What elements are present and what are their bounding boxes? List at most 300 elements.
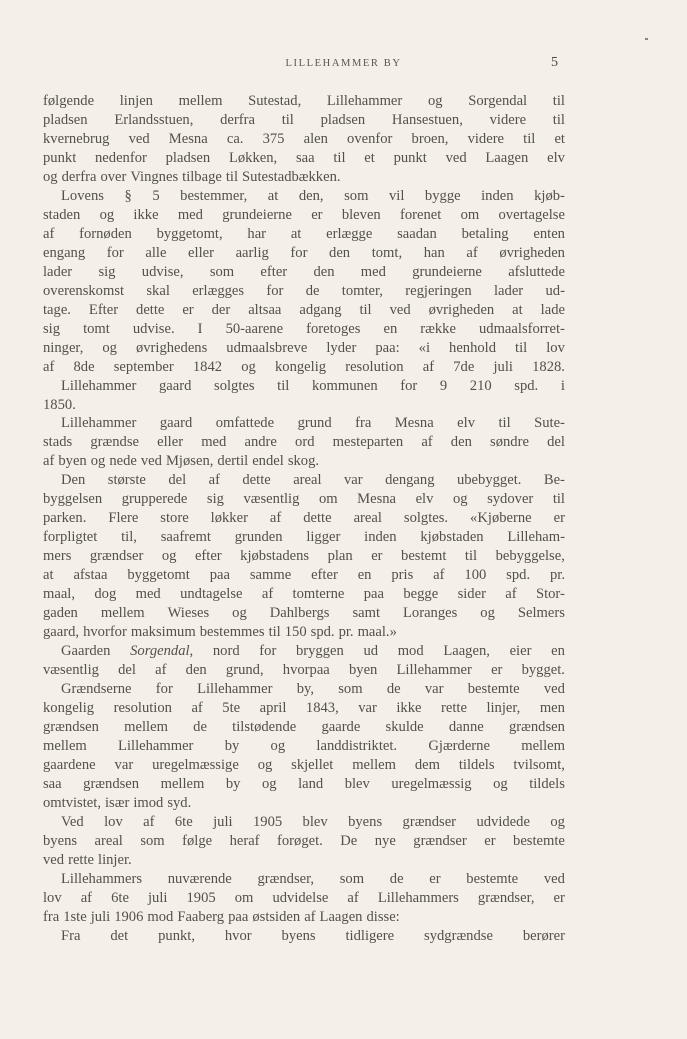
word: byggetomt — [127, 567, 190, 584]
word: gaden — [43, 605, 78, 622]
word: tilstødende — [232, 718, 297, 735]
word: samt — [352, 605, 381, 622]
word: og — [257, 756, 273, 773]
word: Mesna — [394, 415, 434, 432]
word: tomter, — [341, 282, 383, 299]
word: mod — [397, 643, 424, 660]
word: Stor- — [535, 586, 565, 603]
word: udvise, — [141, 263, 184, 280]
word: ligger — [306, 529, 341, 546]
word: linjen — [119, 93, 153, 109]
word: Sorgendal — [468, 93, 528, 109]
word: 1843, — [305, 700, 339, 716]
word: Sute- — [534, 415, 565, 432]
word: tomt — [83, 320, 110, 337]
word: rette — [68, 851, 95, 868]
text-line — [43, 604, 565, 623]
word: grændser, — [477, 889, 535, 906]
word: blev — [302, 813, 328, 830]
text-line — [43, 661, 565, 680]
word: var — [358, 700, 377, 716]
word: Faaberg — [177, 908, 225, 925]
word: gaard — [158, 377, 192, 394]
word: byen — [348, 662, 378, 679]
text-line — [43, 585, 565, 604]
word: følgende — [43, 93, 95, 109]
text-line — [43, 889, 565, 908]
word: nuværende — [167, 870, 232, 887]
word: har — [247, 225, 267, 242]
word: mellem — [160, 775, 205, 792]
word: grundeierne — [412, 263, 482, 280]
word: eller — [157, 434, 184, 451]
word: vil — [388, 187, 405, 204]
word: store — [160, 510, 189, 527]
word: Laagen, — [443, 643, 490, 660]
word: erlægge — [326, 225, 373, 242]
word: Laagen — [485, 149, 529, 166]
word: elv — [415, 491, 434, 508]
word: pladsen — [43, 111, 88, 128]
word: 210 — [469, 377, 492, 394]
text-line — [43, 908, 565, 927]
word: resolution — [345, 358, 404, 375]
text-line — [43, 206, 565, 225]
text-line — [43, 358, 565, 377]
word: gaard, — [43, 624, 80, 641]
word: for — [400, 377, 418, 394]
page-number: 5 — [551, 55, 558, 70]
word: Løkken, — [228, 149, 278, 166]
word: grunden — [234, 529, 283, 546]
word: hvorfor — [83, 624, 127, 641]
word: punkt — [393, 149, 427, 166]
word: uregelmæssige — [152, 756, 239, 773]
word: disse: — [366, 908, 400, 925]
word: by, — [296, 681, 314, 698]
word: med — [135, 586, 161, 603]
word: 5 — [152, 187, 160, 204]
word: sig — [98, 263, 116, 280]
word: er — [311, 206, 323, 223]
word: mellem — [521, 737, 565, 754]
word: linjer. — [98, 851, 132, 868]
word: for — [290, 244, 308, 261]
word: til — [277, 377, 290, 394]
word: 50-aarene — [225, 320, 284, 337]
word: og — [241, 358, 256, 375]
word: af — [191, 700, 203, 716]
word: forpligtet — [43, 529, 98, 546]
word: spd. — [506, 567, 531, 584]
word: Mesna — [168, 130, 208, 147]
word: del — [168, 472, 187, 489]
word: mers — [43, 548, 72, 565]
word: Flere — [108, 510, 139, 527]
text-line — [43, 282, 565, 301]
word: til, — [121, 529, 137, 546]
word: grændser — [402, 813, 457, 830]
word: erlægges — [192, 282, 245, 299]
word: af — [155, 662, 167, 679]
word: ikke — [133, 206, 159, 223]
word: tilbage — [182, 168, 222, 185]
word: af — [43, 225, 55, 242]
word: om — [234, 889, 254, 906]
word: paa — [209, 567, 230, 584]
word: ikke — [396, 700, 422, 716]
word: er — [182, 301, 194, 318]
running-title: LILLEHAMMER BY — [285, 58, 402, 69]
word: for — [259, 643, 277, 660]
word: ved — [389, 301, 411, 318]
word: videre — [467, 130, 505, 147]
word: Lillehammer — [61, 377, 137, 394]
word: «i — [418, 339, 431, 356]
word: «Kjøberne — [470, 510, 532, 527]
text-line — [43, 547, 565, 566]
text-line — [43, 149, 565, 168]
word: staden — [43, 206, 81, 223]
word: for — [106, 244, 124, 261]
word: række — [420, 320, 456, 337]
word: betaling — [461, 225, 509, 242]
word: men — [539, 700, 565, 716]
word: tomterne — [292, 586, 345, 603]
word: 1905 — [186, 889, 216, 906]
word: mod — [147, 908, 174, 925]
word: dette — [303, 510, 332, 527]
word: ved — [128, 130, 150, 147]
text-line — [43, 168, 565, 187]
word: grændsen — [508, 718, 565, 735]
word: 9 — [439, 377, 448, 394]
word: omfattede — [215, 415, 275, 432]
word: bestemt — [401, 548, 447, 565]
word: henhold — [449, 339, 497, 356]
word: byggetomt, — [156, 225, 223, 242]
word: alle — [145, 244, 167, 261]
word: er — [429, 870, 441, 887]
word: var — [343, 472, 363, 489]
word: enten — [533, 225, 565, 242]
word: afstaa — [73, 567, 108, 584]
word: efter — [260, 263, 288, 280]
word: af — [80, 889, 93, 906]
word: nye — [374, 832, 396, 849]
word: aarlig — [235, 244, 269, 261]
word: som — [209, 263, 235, 280]
word: imod — [133, 794, 164, 811]
word: ved — [543, 681, 565, 698]
word: er — [371, 548, 383, 565]
body-text — [43, 92, 565, 946]
word: lade — [540, 301, 565, 318]
word: landdistriktet. — [316, 737, 398, 754]
word: 1905 — [252, 813, 283, 830]
word: af — [422, 358, 435, 375]
word: skog. — [287, 453, 320, 470]
text-line — [43, 623, 565, 642]
word: foretoges — [306, 320, 361, 337]
word: Sutestadbækken. — [242, 168, 341, 185]
word: til — [515, 339, 528, 356]
word: areal — [293, 472, 322, 489]
word: bryggen — [295, 643, 344, 660]
word: om — [460, 206, 480, 223]
word: gaard — [159, 415, 193, 432]
word: af — [43, 358, 55, 375]
word: berører — [522, 927, 565, 944]
word: gaardene — [43, 756, 96, 773]
word: ubebygget. — [456, 472, 522, 489]
word: 5te — [222, 700, 241, 716]
word: ca. — [226, 130, 244, 147]
word: især — [104, 794, 130, 811]
word: og — [452, 491, 468, 508]
word: syd. — [167, 794, 192, 811]
word: byens — [281, 927, 316, 944]
word: som — [339, 870, 365, 887]
word: Loranges — [403, 605, 458, 622]
text-line — [43, 528, 565, 547]
word: grundeierne — [222, 206, 292, 223]
text-line — [43, 737, 565, 756]
word: mellem — [43, 737, 87, 754]
word: og — [99, 206, 115, 223]
word: til — [333, 149, 346, 166]
word: tvilsomt, — [513, 756, 565, 773]
word: maal, — [43, 586, 76, 603]
word: Grændserne — [61, 681, 132, 698]
word: kvernebrug — [43, 130, 110, 147]
word: juli — [147, 889, 168, 906]
word: spd. — [514, 377, 539, 394]
word: Lillehammers — [61, 870, 143, 887]
text-line — [43, 111, 565, 130]
word: ninger, — [43, 339, 84, 356]
word: bestemte — [467, 681, 520, 698]
word: sydgrændse — [424, 927, 493, 944]
word: juli — [493, 358, 513, 375]
word: og — [102, 339, 117, 356]
word: kongelig — [274, 358, 327, 375]
word: 6te — [111, 889, 129, 906]
word: inden — [481, 187, 514, 204]
word: ved — [445, 149, 467, 166]
word: adgang — [299, 301, 342, 318]
word: var — [114, 756, 134, 773]
word: Laagen — [319, 908, 363, 925]
word: 1ste — [63, 908, 87, 925]
word: blev — [344, 775, 370, 792]
word: og — [90, 453, 106, 470]
word: at — [267, 187, 279, 204]
word: til — [281, 111, 294, 128]
word: altsaa — [248, 301, 282, 318]
text-line — [43, 263, 565, 282]
word: paa: — [375, 339, 400, 356]
text-line — [43, 642, 565, 661]
text-line — [43, 851, 565, 870]
word: øvrighedens — [135, 339, 208, 356]
word: til — [552, 111, 565, 128]
word: solgtes — [214, 377, 255, 394]
word: for — [266, 282, 284, 299]
word: at — [290, 225, 302, 242]
word: Lillehammer — [61, 415, 137, 432]
word: med — [360, 263, 386, 280]
word: Hansestuen, — [391, 111, 463, 128]
text-line — [43, 718, 565, 737]
word: Dahlbergs — [269, 605, 330, 622]
word: ved — [543, 870, 565, 887]
word: til — [498, 415, 511, 432]
text-line — [43, 870, 565, 889]
word: grændsen — [83, 775, 140, 792]
word: bebyggelse, — [495, 548, 565, 565]
word: pr. — [549, 567, 565, 584]
word: by — [224, 737, 240, 754]
word: i — [560, 377, 565, 394]
word: byen — [58, 453, 87, 470]
word: ord — [295, 434, 315, 451]
word: nedenfor — [95, 149, 147, 166]
word: I — [197, 320, 203, 337]
word: byggelsen — [43, 491, 103, 508]
word: parken. — [43, 510, 87, 527]
word: lader — [494, 282, 524, 299]
word: og — [480, 605, 495, 622]
word: spd. — [310, 624, 335, 641]
word: punkt, — [158, 927, 195, 944]
word: til — [552, 93, 565, 109]
text-line — [43, 187, 565, 206]
word: af — [466, 244, 478, 261]
word: videre — [489, 111, 527, 128]
word: til — [225, 168, 239, 185]
word: Lovens — [61, 187, 104, 204]
word: eier — [509, 643, 532, 660]
word: bygget. — [521, 662, 565, 679]
word: det — [110, 927, 129, 944]
word: af — [421, 434, 433, 451]
word: kongelig — [43, 700, 95, 716]
word: efter — [311, 567, 338, 584]
word: elv — [457, 415, 475, 432]
word: overenskomst — [43, 282, 125, 299]
word: Gaarden — [61, 643, 111, 660]
word: solgtes. — [403, 510, 449, 527]
text-line — [43, 433, 565, 452]
word: broen, — [411, 130, 449, 147]
word: Mjøsen, — [165, 453, 214, 470]
text-line — [43, 794, 565, 813]
word: udmaalsbreve — [226, 339, 308, 356]
word: skulde — [385, 718, 424, 735]
word: ovenfor — [347, 130, 393, 147]
word: et — [364, 149, 375, 166]
word: og — [270, 737, 286, 754]
word: elv — [547, 149, 565, 166]
word: del — [547, 434, 565, 451]
text-line — [43, 471, 565, 490]
word: Lillehammers — [377, 889, 459, 906]
word: saadan — [397, 225, 437, 242]
word: største — [107, 472, 146, 489]
text-line — [43, 301, 565, 320]
word: ud- — [545, 282, 565, 299]
word: til — [359, 301, 372, 318]
text-line — [43, 377, 565, 396]
word: dertil — [217, 453, 249, 470]
text-line — [43, 509, 565, 528]
word: september — [113, 358, 174, 375]
word: ved — [43, 851, 65, 868]
word: forenet — [399, 206, 442, 223]
word: fra — [43, 908, 60, 925]
word: lader — [43, 263, 73, 280]
word: af — [43, 453, 55, 470]
word: byens — [43, 832, 78, 849]
word: tage. — [43, 301, 71, 318]
word: Sorgendal, — [130, 643, 194, 660]
print-speck — [645, 38, 648, 40]
word: ved — [140, 453, 162, 470]
word: tomt, — [371, 244, 403, 261]
word: skjellet — [291, 756, 334, 773]
word: og — [232, 605, 247, 622]
word: sig — [206, 491, 224, 508]
word: til — [464, 548, 478, 565]
word: til — [268, 624, 281, 641]
word: der — [211, 301, 231, 318]
word: han — [423, 244, 445, 261]
word: undtagelse — [180, 586, 243, 603]
word: grund, — [225, 662, 264, 679]
word: dette — [136, 301, 165, 318]
word: med — [201, 434, 227, 451]
word: andre — [244, 434, 277, 451]
word: eller — [188, 244, 214, 261]
word: om — [318, 491, 338, 508]
word: 375 — [262, 130, 285, 147]
word: lov — [43, 889, 62, 906]
word: Mesna — [357, 491, 397, 508]
word: dem — [414, 756, 440, 773]
word: fra — [355, 415, 372, 432]
word: paa — [228, 908, 249, 925]
word: bestemmes — [199, 624, 265, 641]
word: plan — [327, 548, 353, 565]
word: land — [298, 775, 324, 792]
text-line — [43, 130, 565, 149]
word: til — [523, 130, 536, 147]
word: Lillehammer — [118, 737, 194, 754]
word: grændsen — [43, 718, 99, 735]
word: afsluttede — [508, 263, 565, 280]
word: begge — [403, 586, 439, 603]
word: som — [344, 187, 369, 204]
word: 7de — [453, 358, 475, 375]
word: af — [304, 908, 316, 925]
text-line — [43, 699, 565, 718]
word: 1906 — [114, 908, 144, 925]
word: engang — [43, 244, 86, 261]
word: tildels — [529, 775, 565, 792]
word: skal — [146, 282, 170, 299]
word: dengang — [385, 472, 435, 489]
